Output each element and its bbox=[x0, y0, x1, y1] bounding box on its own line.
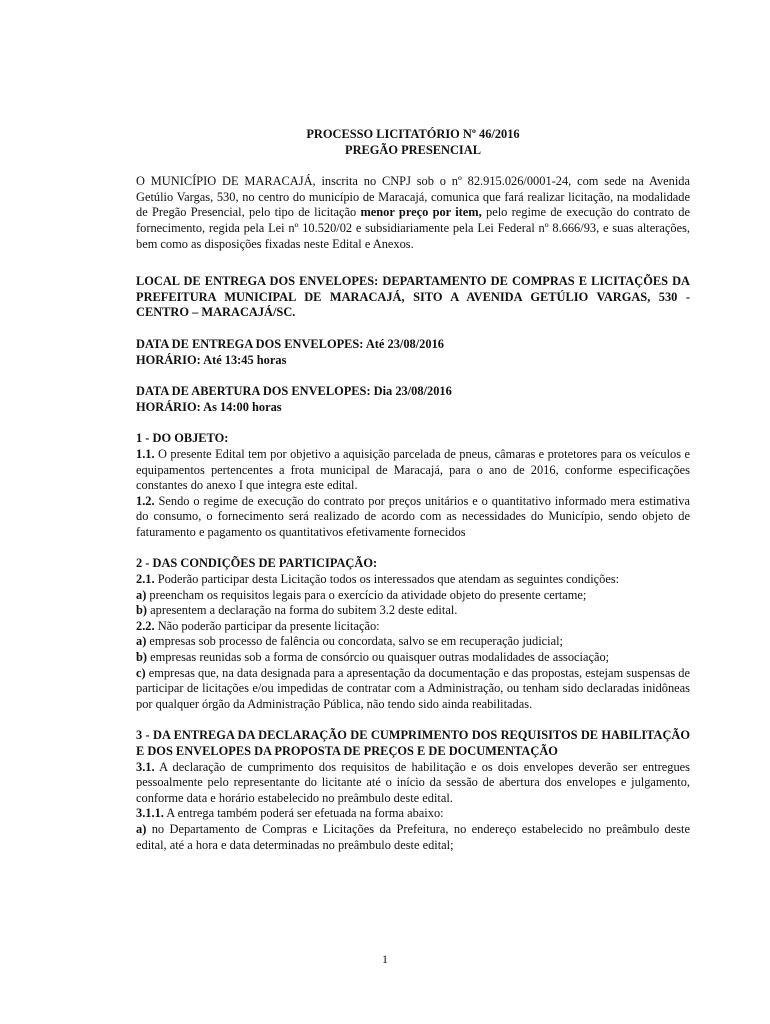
item-letter: a) bbox=[136, 634, 147, 649]
clause-3-1-1 bbox=[136, 806, 690, 822]
clause-1-2 bbox=[136, 494, 690, 541]
intro-text-rest: pelo regime de execução do contrato de fornecimento, regida pela Lei nº 10.520/02 e subsidiariamente pela Lei Federal nº 8.666/93, e suas alterações, bem como as disposições fixadas neste Edital e Anexos. bbox=[136, 205, 690, 251]
item-letter: a) bbox=[136, 587, 147, 602]
entrega-data: DATA DE ENTREGA DOS ENVELOPES: Até 23/08/2016 bbox=[136, 336, 444, 351]
item-2-1-a bbox=[136, 588, 690, 604]
item-3-1-1-a bbox=[136, 822, 690, 853]
title-line-2: PREGÃO PRESENCIAL bbox=[345, 142, 481, 157]
intro-paragraph bbox=[136, 174, 690, 252]
item-text: no Departamento de Compras e Licitações da Prefeitura, no endereço estabelecido no preâmbulo deste edital, até a hora e data determinadas no preâmbulo deste edital; bbox=[136, 821, 690, 852]
clause-number: 3.1.1. bbox=[136, 806, 164, 821]
item-text: empresas que, na data designada para a apresentação da documentação e das propostas, estejam suspensas de participar de licitações e/ou impedidas de contratar com a Administração, ou tenham sido declaradas inidôneas por qualquer órgão da Administração Pública, não tendo sido ainda reabilitadas. bbox=[136, 665, 690, 711]
entrega-horario: HORÁRIO: Até 13:45 horas bbox=[136, 352, 287, 367]
intro-bold: menor preço por item, bbox=[360, 205, 482, 220]
section-1-heading: 1 - DO OBJETO: bbox=[136, 431, 229, 446]
clause-text: A entrega também poderá ser efetuada na forma abaixo: bbox=[163, 806, 444, 821]
clause-number: 1.2. bbox=[136, 493, 155, 508]
item-2-2-a bbox=[136, 634, 690, 650]
clause-text: Poderão participar desta Licitação todos os interessados que atendam as seguintes condições: bbox=[154, 572, 620, 587]
document-title bbox=[136, 127, 690, 158]
item-letter: c) bbox=[136, 665, 146, 680]
clause-text: Não poderão participar da presente licitação: bbox=[154, 618, 380, 633]
item-2-2-c bbox=[136, 666, 690, 713]
item-letter: b) bbox=[136, 650, 148, 665]
local-entrega: LOCAL DE ENTREGA DOS ENVELOPES: DEPARTAMENTO DE COMPRAS E LICITAÇÕES DA PREFEITURA MUNICIPAL DE MARACAJÁ, SITO A AVENIDA GETÚLIO VARGAS, 530 - CENTRO – MARACAJÁ/SC. bbox=[136, 274, 690, 320]
abertura-horario: HORÁRIO: As 14:00 horas bbox=[136, 399, 282, 414]
item-2-1-b bbox=[136, 603, 690, 619]
clause-text: O presente Edital tem por objetivo a aquisição parcelada de pneus, câmaras e protetores para os veículos e equipamentos pertencentes a frota municipal de Maracajá, para o ano de 2016, conforme especificações constantes do anexo I que integra este edital. bbox=[136, 446, 690, 493]
clause-1-1 bbox=[136, 447, 690, 494]
section-2-heading: 2 - DAS CONDIÇÕES DE PARTICIPAÇÃO: bbox=[136, 556, 378, 571]
intro-text: O MUNICÍPIO DE MARACAJÁ, inscrita no CNPJ sob o nº 82.915.026/0001-24, com sede na Avenida Getúlio Vargas, 530, no centro do município de Maracajá, comunica que fará realizar licitação, na modalidade de Pregão Presencial, pelo tipo de licitação bbox=[136, 174, 690, 220]
abertura-data: DATA DE ABERTURA DOS ENVELOPES: Dia 23/08/2016 bbox=[136, 384, 452, 399]
clause-3-1 bbox=[136, 760, 690, 807]
item-text: empresas reunidas sob a forma de consórcio ou quaisquer outras modalidades de associação; bbox=[147, 650, 610, 665]
document-body bbox=[136, 127, 690, 853]
item-letter: b) bbox=[136, 603, 148, 618]
clause-2-2 bbox=[136, 619, 690, 635]
item-letter: a) bbox=[136, 821, 147, 836]
clause-2-1 bbox=[136, 572, 690, 588]
clause-text: A declaração de cumprimento dos requisitos de habilitação e os dois envelopes deverão ser entregues pessoalmente pelo representante do licitante até o início da sessão de abertura dos envelopes e julgamento, conforme data e horário estabelecido no preâmbulo deste edital. bbox=[136, 759, 690, 805]
clause-number: 2.2. bbox=[136, 618, 155, 633]
page-number: 1 bbox=[382, 952, 388, 966]
item-text: preencham os requisitos legais para o exercício da atividade objeto do presente certame; bbox=[146, 587, 587, 602]
item-text: empresas sob processo de falência ou concordata, salvo se em recuperação judicial; bbox=[146, 634, 563, 649]
title-line-1: PROCESSO LICITATÓRIO Nº 46/2016 bbox=[306, 127, 520, 141]
item-text: apresentem a declaração na forma do subitem 3.2 deste edital. bbox=[147, 603, 458, 618]
clause-number: 3.1. bbox=[136, 759, 155, 774]
section-3-heading: 3 - DA ENTREGA DA DECLARAÇÃO DE CUMPRIMENTO DOS REQUISITOS DE HABILITAÇÃO E DOS ENVELOPES DA PROPOSTA DE PREÇOS E DE DOCUMENTAÇÃO bbox=[136, 728, 690, 758]
clause-text: Sendo o regime de execução do contrato por preços unitários e o quantitativo informado mera estimativa do consumo, o fornecimento será realizado de acordo com as necessidades do Município, sendo objeto de faturamento e pagamento os quantitativos efetivamente fornecidos bbox=[136, 493, 690, 539]
item-2-2-b bbox=[136, 650, 690, 666]
clause-number: 2.1. bbox=[136, 572, 155, 587]
clause-number: 1.1. bbox=[136, 446, 155, 461]
